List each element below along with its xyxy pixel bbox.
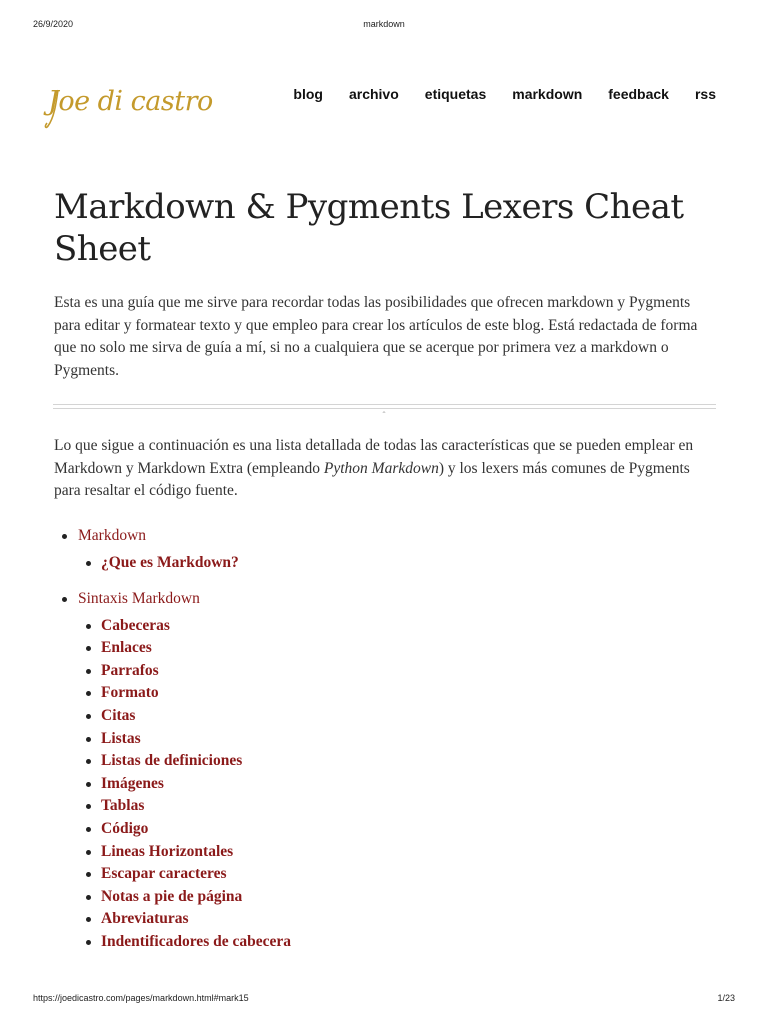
toc-subitem — [78, 863, 714, 886]
toc-sublink[interactable]: Listas — [101, 729, 141, 747]
summary-after: ) y los lexers más comunes de Pygments para resaltar el código fuente. — [54, 459, 690, 499]
site-logo[interactable] — [44, 74, 213, 144]
toc-sublink[interactable]: Lineas Horizontales — [101, 842, 234, 860]
toc-sublink[interactable]: Enlaces — [101, 639, 152, 657]
toc-subitem — [78, 908, 714, 931]
print-page-number: 1/23 — [717, 993, 735, 1003]
divider-ornament-icon: ꞈ — [382, 403, 386, 413]
nav-markdown[interactable]: markdown — [512, 86, 583, 102]
toc-item-markdown — [54, 525, 714, 574]
toc-sublink[interactable]: Imágenes — [101, 774, 164, 792]
toc-sublink[interactable]: Tablas — [101, 797, 145, 815]
toc-subitem — [78, 841, 714, 864]
toc-subitem — [78, 750, 714, 773]
nav-feedback[interactable]: feedback — [608, 86, 669, 102]
print-footer — [0, 993, 768, 1007]
toc-subitem — [78, 552, 714, 575]
toc-subitem — [78, 795, 714, 818]
summary-paragraph — [54, 435, 718, 503]
print-url: https://joedicastro.com/pages/markdown.html#mark15 — [33, 993, 249, 1003]
toc-sublink[interactable]: Parrafos — [101, 661, 159, 679]
toc-subitem — [78, 886, 714, 909]
toc-sublink[interactable]: Escapar caracteres — [101, 865, 227, 883]
toc-sublink[interactable]: Citas — [101, 706, 136, 724]
toc-subitem — [78, 682, 714, 705]
toc-subitem — [78, 728, 714, 751]
table-of-contents — [54, 525, 714, 968]
toc-subitem — [78, 773, 714, 796]
toc-subitem — [78, 615, 714, 638]
toc-sublink[interactable]: Notas a pie de página — [101, 887, 243, 905]
print-date: 26/9/2020 — [33, 19, 74, 29]
nav-archivo[interactable]: archivo — [348, 86, 399, 102]
toc-link[interactable]: Markdown — [78, 527, 147, 544]
page-title: Markdown & Pygments Lexers Cheat Sheet — [54, 187, 684, 269]
section-divider — [53, 403, 716, 412]
main-nav — [267, 86, 716, 102]
toc-sublink[interactable]: Indentificadores de cabecera — [101, 932, 291, 950]
toc-sublink[interactable]: Cabeceras — [101, 616, 170, 634]
toc-sublink[interactable]: Listas de definiciones — [101, 752, 243, 770]
summary-emphasis: Python Markdown — [323, 459, 439, 477]
toc-subitem — [78, 705, 714, 728]
toc-subitem — [78, 660, 714, 683]
toc-subitem — [78, 931, 714, 954]
intro-paragraph: Esta es una guía que me sirve para recordar todas las posibilidades que ofrecen markdown y Pygments para editar y formatear texto y que empleo para crear los artículos de este blog. Está redactada de forma que no solo me sirva de guía a mí, si no a cualquiera que se acerque por primera vez a markdown o Pygments. — [54, 294, 698, 379]
toc-item-sintaxis — [54, 588, 714, 953]
nav-blog[interactable]: blog — [293, 86, 323, 102]
toc-sublink[interactable]: ¿Que es Markdown? — [101, 553, 239, 571]
summary-before: Lo que sigue a continuación es una lista detallada de todas las características que se pueden emplear en Markdown y Markdown Extra (empleando — [54, 437, 694, 477]
logo-text: Joe di castro — [48, 86, 213, 117]
toc-subitem — [78, 637, 714, 660]
print-header — [0, 19, 768, 33]
toc-subitem — [78, 818, 714, 841]
toc-sublink[interactable]: Formato — [101, 684, 159, 702]
toc-sublink[interactable]: Código — [101, 819, 149, 837]
toc-sublink[interactable]: Abreviaturas — [101, 910, 189, 928]
toc-link[interactable]: Sintaxis Markdown — [78, 590, 200, 608]
print-title: markdown — [363, 19, 405, 29]
nav-etiquetas[interactable]: etiquetas — [424, 86, 487, 102]
nav-rss[interactable]: rss — [694, 86, 716, 102]
